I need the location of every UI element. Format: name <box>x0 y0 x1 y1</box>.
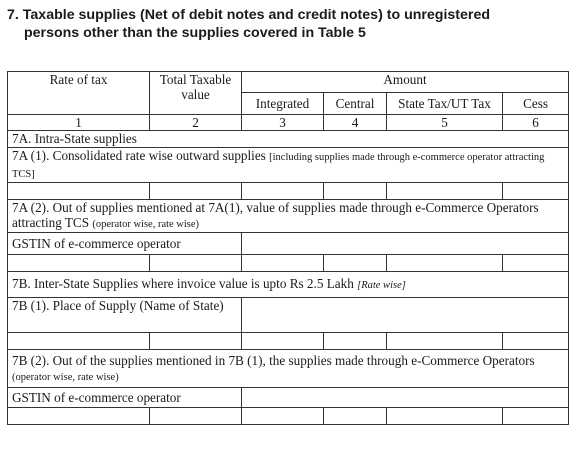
input-cell[interactable] <box>387 183 503 200</box>
input-cell[interactable] <box>324 333 387 350</box>
label-7b-1-place-of-supply: 7B (1). Place of Supply (Name of State) <box>8 298 242 333</box>
input-cell[interactable] <box>503 408 569 425</box>
label-7a-1-note: [including supplies made through e-commerce operator attracting TCS] <box>12 152 545 180</box>
header-central: Central <box>324 93 387 115</box>
column-number: 1 <box>8 115 150 131</box>
label-7a-2-note: (operator wise, rate wise) <box>92 219 200 230</box>
input-cell[interactable] <box>324 183 387 200</box>
label-7b <box>8 272 569 298</box>
row-7b-inter-state <box>8 272 569 298</box>
column-number: 5 <box>387 115 503 131</box>
column-number: 6 <box>503 115 569 131</box>
label-gstin-ecommerce-operator: GSTIN of e-commerce operator <box>8 388 242 408</box>
input-cell[interactable] <box>387 255 503 272</box>
input-cell[interactable] <box>8 255 150 272</box>
label-7b-2-note: (operator wise, rate wise) <box>12 371 119 383</box>
input-cell[interactable] <box>242 255 324 272</box>
label-7a-1-main: 7A (1). Consolidated rate wise outward supplies <box>12 148 270 163</box>
header-taxable-line-2: value <box>181 87 210 102</box>
section-heading <box>7 6 490 42</box>
column-number-row <box>8 115 569 131</box>
input-cell[interactable] <box>150 183 242 200</box>
input-cell[interactable] <box>503 183 569 200</box>
row-7a-intra-state <box>8 131 569 148</box>
label-7a: 7A. Intra-State supplies <box>8 131 569 148</box>
header-total-taxable-value <box>150 72 242 115</box>
header-taxable-line-1: Total Taxable <box>159 72 232 87</box>
section-number: 7. <box>7 7 19 23</box>
input-cell[interactable] <box>387 408 503 425</box>
column-number: 4 <box>324 115 387 131</box>
input-row-7b-2 <box>8 408 569 425</box>
header-row-1 <box>8 72 569 93</box>
label-7a-2 <box>8 200 569 233</box>
header-rate-of-tax: Rate of tax <box>8 72 150 115</box>
header-cess: Cess <box>503 93 569 115</box>
label-7b-main: 7B. Inter-State Supplies where invoice value is upto Rs 2.5 Lakh <box>12 276 358 291</box>
input-cell[interactable] <box>242 408 324 425</box>
input-place-of-supply[interactable] <box>242 298 569 333</box>
input-gstin[interactable] <box>242 388 569 408</box>
label-7b-note: [Rate wise] <box>357 280 406 291</box>
label-7a-2-main: 7A (2). Out of supplies mentioned at 7A(1), value of supplies made through e-Commerce Operators attracting TCS <box>12 200 539 230</box>
input-gstin[interactable] <box>242 233 569 255</box>
input-cell[interactable] <box>503 255 569 272</box>
input-cell[interactable] <box>8 183 150 200</box>
label-7b-2-main: 7B (2). Out of the supplies mentioned in 7B (1), the supplies made through e-Commerce Operators <box>12 352 535 368</box>
input-row-7b-1 <box>8 333 569 350</box>
header-integrated: Integrated <box>242 93 324 115</box>
input-cell[interactable] <box>242 183 324 200</box>
label-7b-2 <box>8 350 569 388</box>
input-cell[interactable] <box>242 333 324 350</box>
column-number: 2 <box>150 115 242 131</box>
section-title-line-2: persons other than the supplies covered in Table 5 <box>24 25 366 41</box>
input-cell[interactable] <box>150 408 242 425</box>
row-7b-1 <box>8 298 569 333</box>
section-title-line-1: Taxable supplies (Net of debit notes and credit notes) to unregistered <box>22 7 490 23</box>
input-row-7a-1 <box>8 183 569 200</box>
label-7a-1 <box>8 148 569 183</box>
input-cell[interactable] <box>8 408 150 425</box>
heading-line-1 <box>7 6 490 24</box>
header-amount: Amount <box>242 72 569 93</box>
input-row-7a-2 <box>8 255 569 272</box>
header-state-ut-tax: State Tax/UT Tax <box>387 93 503 115</box>
input-cell[interactable] <box>150 255 242 272</box>
row-7a-2 <box>8 200 569 233</box>
column-number: 3 <box>242 115 324 131</box>
input-cell[interactable] <box>150 333 242 350</box>
row-7a-1 <box>8 148 569 183</box>
taxable-supplies-table <box>7 71 569 425</box>
input-cell[interactable] <box>503 333 569 350</box>
input-cell[interactable] <box>324 408 387 425</box>
row-gstin-1 <box>8 233 569 255</box>
input-cell[interactable] <box>8 333 150 350</box>
label-gstin-ecommerce-operator: GSTIN of e-commerce operator <box>8 233 242 255</box>
input-cell[interactable] <box>387 333 503 350</box>
row-gstin-2 <box>8 388 569 408</box>
input-cell[interactable] <box>324 255 387 272</box>
row-7b-2 <box>8 350 569 388</box>
